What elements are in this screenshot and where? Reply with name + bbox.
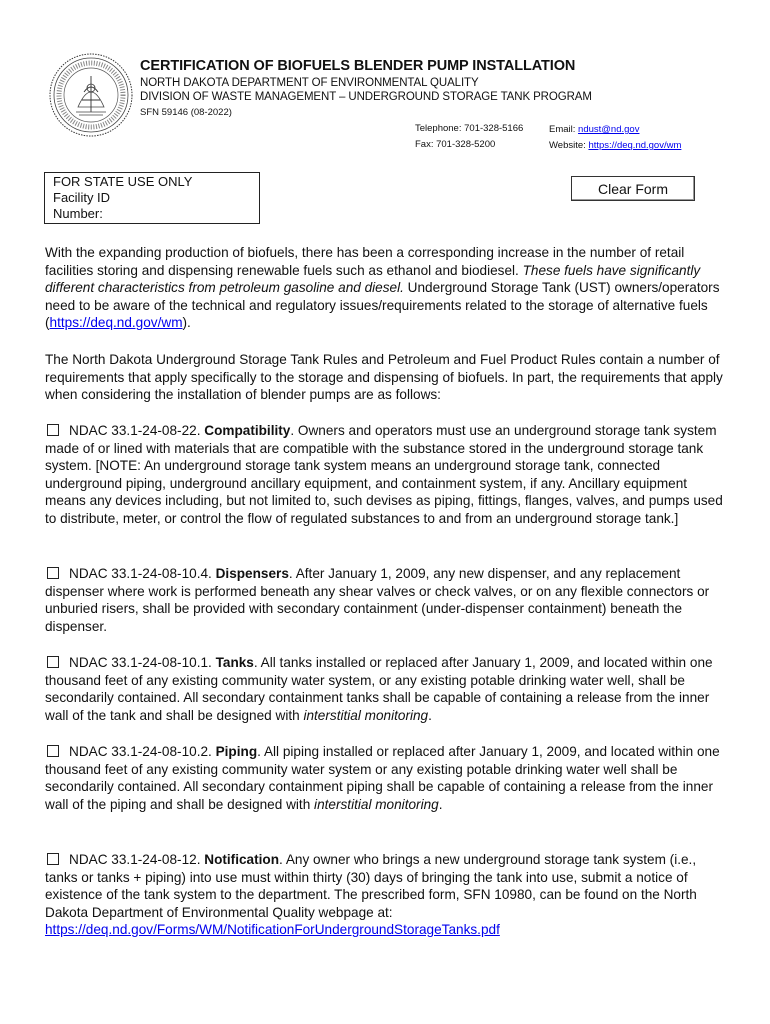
notification-form-link[interactable]: https://deq.nd.gov/Forms/WM/NotificationForUndergroundStorageTanks.pdf bbox=[45, 922, 500, 937]
item-italic: interstitial monitoring bbox=[303, 707, 429, 723]
item-code: NDAC 33.1-24-08-22. bbox=[69, 423, 205, 438]
item-title: Compatibility bbox=[204, 423, 291, 438]
item-text: . Any owner who brings a new underground storage tank system (i.e., tanks or tanks + piping) into use must within thirty (30) days of bringing the tank into use, submit a notice of existence of the tank system to the department. The prescribed form, SFN 10980, can be found on the North Dakota Department of Environmental Quality webpage at: bbox=[45, 852, 697, 920]
email-label: Email: bbox=[549, 124, 579, 135]
intro-paragraph-2 bbox=[45, 351, 730, 404]
item-end: . bbox=[438, 796, 443, 812]
item-title: Piping bbox=[215, 744, 258, 759]
agency-name: NORTH DAKOTA DEPARTMENT OF ENVIRONMENTAL QUALITY bbox=[140, 77, 479, 89]
item-title: Tanks bbox=[215, 655, 254, 670]
compatibility-checkbox[interactable] bbox=[47, 424, 59, 436]
item-italic: interstitial monitoring bbox=[314, 796, 439, 812]
website-line bbox=[549, 140, 681, 151]
item-dispensers bbox=[45, 565, 730, 635]
form-title: CERTIFICATION OF BIOFUELS BLENDER PUMP INSTALLATION bbox=[140, 58, 576, 74]
state-use-box bbox=[44, 172, 260, 224]
item-piping bbox=[45, 743, 730, 813]
telephone: Telephone: 701-328-5166 bbox=[415, 123, 524, 134]
email-link[interactable]: ndust@nd.gov bbox=[578, 124, 640, 135]
division-name: DIVISION OF WASTE MANAGEMENT – UNDERGROUND STORAGE TANK PROGRAM bbox=[140, 91, 592, 103]
fax: Fax: 701-328-5200 bbox=[415, 139, 496, 150]
facility-id-label: Facility ID bbox=[53, 190, 111, 205]
item-compatibility bbox=[45, 422, 730, 527]
intro-text-3: ). bbox=[182, 315, 191, 330]
state-seal-icon bbox=[48, 52, 134, 138]
item-text: . All piping installed or replaced after January 1, 2009, and located within one thousand feet of any existing community water system or any existing potable drinking water well shall be secondarily contained. All secondary containment piping shall be capable of containing a release from the inner wall of the piping and shall be designed with bbox=[45, 744, 720, 812]
item-text: . After January 1, 2009, any new dispenser, and any replacement dispenser where work is performed beneath any shear valves or check valves, or on any flexible connectors or unburied risers, shall be provided with secondary containment (under-dispenser containment) beneath the dispenser. bbox=[45, 566, 710, 634]
website-link[interactable]: https://deq.nd.gov/wm bbox=[588, 140, 682, 151]
website-label: Website: bbox=[549, 140, 589, 151]
item-notification bbox=[45, 851, 730, 939]
form-number: SFN 59146 (08-2022) bbox=[140, 107, 232, 118]
intro-link[interactable]: https://deq.nd.gov/wm bbox=[49, 315, 183, 330]
item-code: NDAC 33.1-24-08-10.1. bbox=[69, 655, 216, 670]
dispensers-checkbox[interactable] bbox=[47, 567, 59, 579]
item-text: . All tanks installed or replaced after January 1, 2009, and located within one thousand feet of any existing community water system, or any existing potable drinking water well, shall be secondarily contained. All secondary containment tanks shall be capable of containing a release from the inner wall of the tank and shall be designed with bbox=[45, 655, 713, 723]
intro-italic: These fuels have significantly different characteristics from petroleum gasoline and diesel. bbox=[45, 262, 701, 295]
item-title: Notification bbox=[204, 852, 280, 867]
item-end: . bbox=[428, 707, 432, 723]
item-code: NDAC 33.1-24-08-12. bbox=[69, 852, 205, 867]
intro-text: With the expanding production of biofuels, there has been a corresponding increase in the number of retail facilities storing and dispensing renewable fuels such as ethanol and biodiesel. bbox=[45, 245, 685, 278]
intro-p2-text: The North Dakota Underground Storage Tank Rules and Petroleum and Fuel Product Rules contain a number of requirements that apply specifically to the storage and dispensing of biofuels. In part, the requirements that apply when considering the installation of blender pumps are as follows: bbox=[45, 352, 723, 402]
piping-checkbox[interactable] bbox=[47, 745, 59, 757]
intro-text-2: Underground Storage Tank (UST) owners/operators need to be aware of the technical and regulatory issues/requirements related to the storage of alternative fuels ( bbox=[45, 280, 720, 330]
clear-form-button[interactable]: Clear Form bbox=[571, 176, 695, 201]
item-code: NDAC 33.1-24-08-10.2. bbox=[69, 744, 216, 759]
item-text: . Owners and operators must use an underground storage tank system made of or lined with materials that are compatible with the substance stored in the underground storage tank system. [NOTE: An underground storage tank system means an underground storage tank, connected underground piping, underground ancillary equipment, and containment system, if any. Ancillary equipment means any devices including, but not limited to, such devises as piping, fittings, flanges, valves, and pumps used to distribute, meter, or control the flow of regulated substances to and from an underground storage tank.] bbox=[45, 423, 723, 526]
item-tanks bbox=[45, 654, 730, 724]
intro-paragraph-1 bbox=[45, 244, 730, 332]
email-line bbox=[549, 124, 639, 135]
item-title: Dispensers bbox=[215, 566, 289, 581]
state-use-heading: FOR STATE USE ONLY bbox=[53, 174, 193, 189]
item-code: NDAC 33.1-24-08-10.4. bbox=[69, 566, 216, 581]
number-label: Number: bbox=[53, 206, 103, 221]
notification-checkbox[interactable] bbox=[47, 853, 59, 865]
tanks-checkbox[interactable] bbox=[47, 656, 59, 668]
